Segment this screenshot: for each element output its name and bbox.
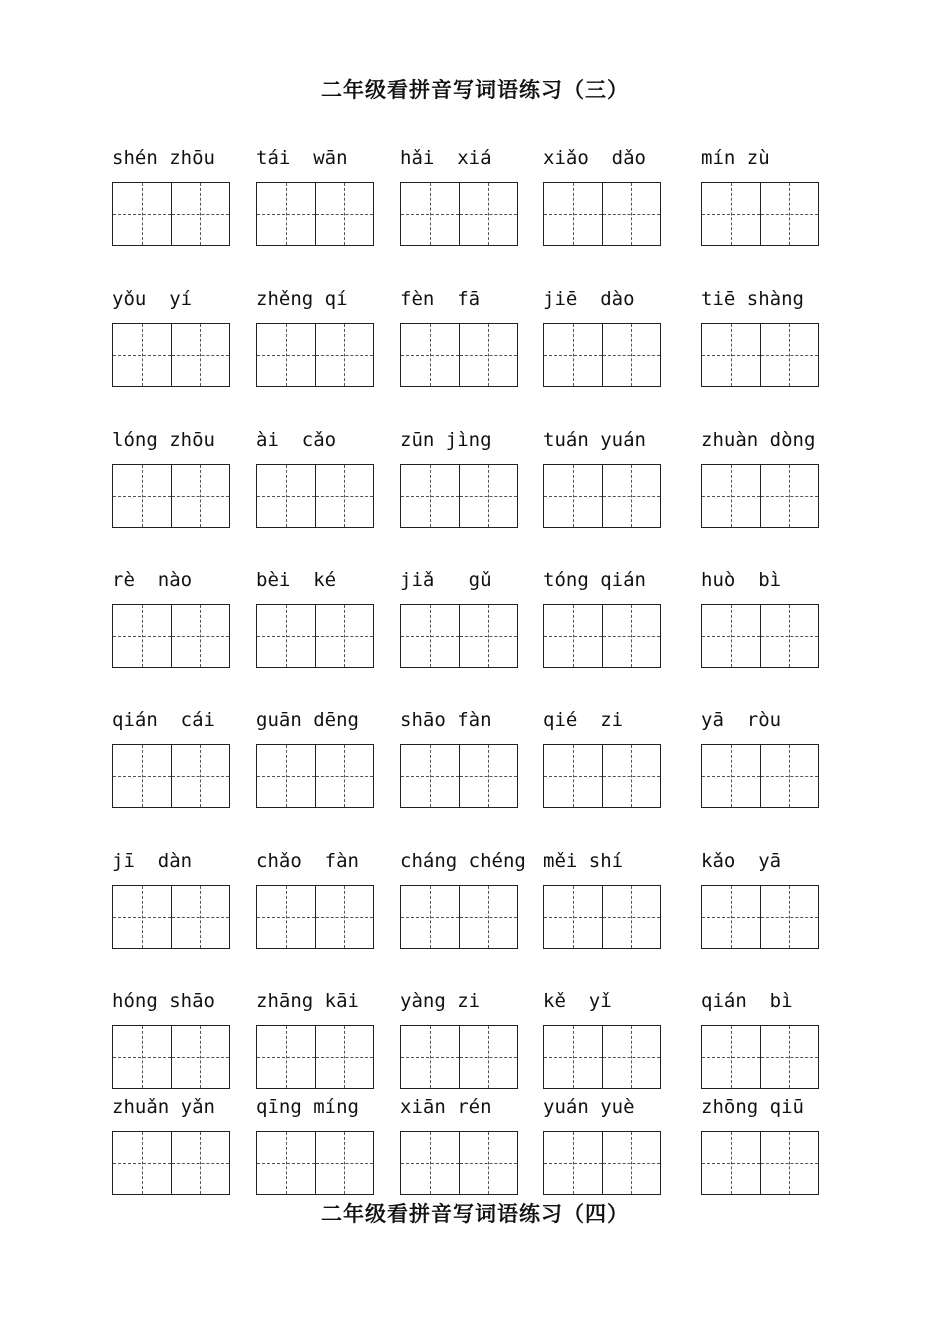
character-box[interactable]	[171, 183, 230, 245]
character-box[interactable]	[401, 745, 459, 807]
writing-grid	[701, 885, 819, 949]
guide-line-vertical	[430, 183, 431, 245]
pinyin-label: zūn jìng	[400, 429, 492, 451]
writing-grid	[256, 464, 374, 528]
character-box[interactable]	[113, 886, 171, 948]
character-box[interactable]	[113, 605, 171, 667]
guide-line-vertical	[631, 745, 632, 807]
guide-line-vertical	[631, 465, 632, 527]
guide-line-vertical	[573, 465, 574, 527]
pinyin-label: shén zhōu	[112, 147, 215, 169]
pinyin-label: kě yǐ	[543, 990, 612, 1012]
writing-grid	[112, 885, 230, 949]
guide-line-vertical	[430, 1026, 431, 1088]
guide-line-vertical	[142, 1026, 143, 1088]
character-box[interactable]	[257, 1026, 315, 1088]
guide-line-vertical	[430, 324, 431, 386]
character-box[interactable]	[459, 324, 518, 386]
character-box[interactable]	[760, 605, 819, 667]
character-box[interactable]	[171, 324, 230, 386]
character-box[interactable]	[315, 1026, 374, 1088]
character-box[interactable]	[602, 1132, 661, 1194]
next-worksheet-title: 二年级看拼音写词语练习（四）	[321, 1202, 629, 1226]
pinyin-label: zhāng kāi	[256, 990, 359, 1012]
character-box[interactable]	[171, 745, 230, 807]
guide-line-vertical	[344, 1026, 345, 1088]
guide-line-vertical	[430, 605, 431, 667]
character-box[interactable]	[257, 745, 315, 807]
character-box[interactable]	[602, 1026, 661, 1088]
writing-grid	[112, 464, 230, 528]
guide-line-vertical	[488, 324, 489, 386]
pinyin-label: tóng qián	[543, 569, 646, 591]
guide-line-vertical	[286, 605, 287, 667]
writing-grid	[400, 885, 518, 949]
guide-line-vertical	[731, 1026, 732, 1088]
character-box[interactable]	[760, 324, 819, 386]
pinyin-label: tuán yuán	[543, 429, 646, 451]
character-box[interactable]	[459, 183, 518, 245]
guide-line-vertical	[573, 745, 574, 807]
guide-line-vertical	[344, 745, 345, 807]
writing-grid	[256, 1025, 374, 1089]
pinyin-label: xiān rén	[400, 1096, 492, 1118]
writing-grid	[400, 604, 518, 668]
guide-line-vertical	[142, 183, 143, 245]
character-box[interactable]	[113, 1026, 171, 1088]
guide-line-vertical	[631, 886, 632, 948]
writing-grid	[543, 1131, 661, 1195]
guide-line-vertical	[789, 605, 790, 667]
character-box[interactable]	[702, 886, 760, 948]
guide-line-vertical	[286, 886, 287, 948]
pinyin-label: ài cǎo	[256, 429, 337, 451]
pinyin-label: huò bì	[701, 569, 782, 591]
guide-line-vertical	[344, 605, 345, 667]
pinyin-label: cháng chéng	[400, 850, 526, 872]
guide-line-vertical	[200, 1026, 201, 1088]
character-box[interactable]	[113, 465, 171, 527]
character-box[interactable]	[401, 605, 459, 667]
guide-line-vertical	[142, 886, 143, 948]
guide-line-vertical	[631, 1026, 632, 1088]
character-box[interactable]	[459, 745, 518, 807]
guide-line-vertical	[430, 465, 431, 527]
character-box[interactable]	[760, 745, 819, 807]
character-box[interactable]	[602, 183, 661, 245]
writing-grid	[112, 323, 230, 387]
writing-grid	[701, 464, 819, 528]
guide-line-vertical	[631, 605, 632, 667]
guide-line-vertical	[488, 465, 489, 527]
pinyin-label: bèi ké	[256, 569, 337, 591]
character-box[interactable]	[544, 886, 602, 948]
pinyin-label: qié zi	[543, 709, 624, 731]
character-box[interactable]	[315, 183, 374, 245]
character-box[interactable]	[702, 605, 760, 667]
character-box[interactable]	[113, 1132, 171, 1194]
pinyin-label: zhuǎn yǎn	[112, 1096, 215, 1118]
pinyin-label: tái wān	[256, 147, 348, 169]
writing-grid	[256, 182, 374, 246]
writing-grid	[400, 744, 518, 808]
guide-line-vertical	[789, 886, 790, 948]
guide-line-vertical	[789, 1026, 790, 1088]
guide-line-vertical	[142, 465, 143, 527]
pinyin-label: fèn fā	[400, 288, 481, 310]
guide-line-vertical	[344, 1132, 345, 1194]
writing-grid	[400, 182, 518, 246]
guide-line-vertical	[430, 886, 431, 948]
guide-line-vertical	[488, 605, 489, 667]
character-box[interactable]	[760, 1132, 819, 1194]
character-box[interactable]	[760, 183, 819, 245]
character-box[interactable]	[257, 465, 315, 527]
writing-grid	[701, 1131, 819, 1195]
guide-line-vertical	[142, 605, 143, 667]
pinyin-label: zhuàn dòng	[701, 429, 816, 451]
writing-grid	[256, 323, 374, 387]
pinyin-label: qián bì	[701, 990, 793, 1012]
guide-line-vertical	[488, 183, 489, 245]
character-box[interactable]	[171, 465, 230, 527]
character-box[interactable]	[602, 745, 661, 807]
pinyin-label: guān dēng	[256, 709, 359, 731]
pinyin-label: kǎo yā	[701, 850, 782, 872]
writing-grid	[400, 323, 518, 387]
pinyin-label: chǎo fàn	[256, 850, 359, 872]
guide-line-vertical	[488, 1132, 489, 1194]
character-box[interactable]	[257, 605, 315, 667]
character-box[interactable]	[702, 183, 760, 245]
guide-line-vertical	[286, 745, 287, 807]
character-box[interactable]	[459, 605, 518, 667]
guide-line-vertical	[573, 1132, 574, 1194]
pinyin-label: tiē shàng	[701, 288, 804, 310]
guide-line-vertical	[789, 465, 790, 527]
guide-line-vertical	[631, 183, 632, 245]
guide-line-vertical	[731, 465, 732, 527]
guide-line-vertical	[573, 183, 574, 245]
guide-line-vertical	[789, 183, 790, 245]
writing-grid	[543, 182, 661, 246]
guide-line-vertical	[731, 324, 732, 386]
pinyin-label: hǎi xiá	[400, 147, 492, 169]
character-box[interactable]	[459, 465, 518, 527]
guide-line-vertical	[344, 465, 345, 527]
pinyin-label: mín zù	[701, 147, 770, 169]
character-box[interactable]	[459, 886, 518, 948]
guide-line-vertical	[731, 605, 732, 667]
character-box[interactable]	[602, 465, 661, 527]
writing-grid	[400, 1131, 518, 1195]
guide-line-vertical	[286, 183, 287, 245]
character-box[interactable]	[257, 183, 315, 245]
guide-line-vertical	[573, 1026, 574, 1088]
character-box[interactable]	[544, 324, 602, 386]
writing-grid	[112, 1131, 230, 1195]
character-box[interactable]	[702, 1026, 760, 1088]
character-box[interactable]	[401, 1026, 459, 1088]
writing-grid	[543, 1025, 661, 1089]
pinyin-label: zhěng qí	[256, 288, 348, 310]
character-box[interactable]	[315, 605, 374, 667]
writing-grid	[701, 1025, 819, 1089]
character-box[interactable]	[544, 1026, 602, 1088]
guide-line-vertical	[142, 745, 143, 807]
pinyin-label: qián cái	[112, 709, 215, 731]
guide-line-vertical	[488, 1026, 489, 1088]
character-box[interactable]	[401, 465, 459, 527]
guide-line-vertical	[200, 324, 201, 386]
writing-grid	[543, 323, 661, 387]
guide-line-vertical	[200, 183, 201, 245]
character-box[interactable]	[315, 745, 374, 807]
character-box[interactable]	[315, 886, 374, 948]
guide-line-vertical	[200, 1132, 201, 1194]
character-box[interactable]	[401, 183, 459, 245]
guide-line-vertical	[286, 324, 287, 386]
writing-grid	[112, 1025, 230, 1089]
character-box[interactable]	[544, 1132, 602, 1194]
guide-line-vertical	[573, 324, 574, 386]
pinyin-label: yàng zi	[400, 990, 481, 1012]
writing-grid	[543, 464, 661, 528]
character-box[interactable]	[171, 1026, 230, 1088]
character-box[interactable]	[401, 1132, 459, 1194]
guide-line-vertical	[488, 745, 489, 807]
character-box[interactable]	[113, 324, 171, 386]
guide-line-vertical	[631, 1132, 632, 1194]
writing-grid	[256, 744, 374, 808]
guide-line-vertical	[731, 886, 732, 948]
guide-line-vertical	[731, 183, 732, 245]
pinyin-label: rè nào	[112, 569, 193, 591]
character-box[interactable]	[544, 465, 602, 527]
guide-line-vertical	[142, 1132, 143, 1194]
guide-line-vertical	[344, 886, 345, 948]
guide-line-vertical	[789, 745, 790, 807]
guide-line-vertical	[488, 886, 489, 948]
pinyin-label: yuán yuè	[543, 1096, 635, 1118]
guide-line-vertical	[286, 1026, 287, 1088]
character-box[interactable]	[113, 183, 171, 245]
character-box[interactable]	[760, 886, 819, 948]
character-box[interactable]	[171, 1132, 230, 1194]
guide-line-vertical	[573, 605, 574, 667]
character-box[interactable]	[315, 324, 374, 386]
writing-grid	[256, 604, 374, 668]
pinyin-label: yā ròu	[701, 709, 782, 731]
pinyin-label: qīng míng	[256, 1096, 359, 1118]
character-box[interactable]	[257, 1132, 315, 1194]
character-box[interactable]	[602, 886, 661, 948]
character-box[interactable]	[702, 465, 760, 527]
writing-grid	[701, 182, 819, 246]
guide-line-vertical	[731, 1132, 732, 1194]
writing-grid	[543, 604, 661, 668]
guide-line-vertical	[789, 324, 790, 386]
writing-grid	[256, 1131, 374, 1195]
pinyin-label: xiǎo dǎo	[543, 147, 646, 169]
writing-grid	[400, 464, 518, 528]
guide-line-vertical	[200, 605, 201, 667]
character-box[interactable]	[544, 183, 602, 245]
character-box[interactable]	[702, 1132, 760, 1194]
pinyin-label: jī dàn	[112, 850, 193, 872]
guide-line-vertical	[200, 745, 201, 807]
character-box[interactable]	[702, 745, 760, 807]
writing-grid	[112, 604, 230, 668]
guide-line-vertical	[430, 745, 431, 807]
guide-line-vertical	[344, 324, 345, 386]
character-box[interactable]	[315, 1132, 374, 1194]
character-box[interactable]	[113, 745, 171, 807]
guide-line-vertical	[731, 745, 732, 807]
character-box[interactable]	[257, 324, 315, 386]
pinyin-label: hóng shāo	[112, 990, 215, 1012]
character-box[interactable]	[602, 605, 661, 667]
character-box[interactable]	[257, 886, 315, 948]
pinyin-label: měi shí	[543, 850, 624, 872]
character-box[interactable]	[401, 886, 459, 948]
pinyin-label: lóng zhōu	[112, 429, 215, 451]
guide-line-vertical	[200, 886, 201, 948]
writing-grid	[543, 885, 661, 949]
pinyin-label: zhōng qiū	[701, 1096, 804, 1118]
writing-grid	[112, 182, 230, 246]
guide-line-vertical	[344, 183, 345, 245]
guide-line-vertical	[789, 1132, 790, 1194]
character-box[interactable]	[459, 1026, 518, 1088]
worksheet-title: 二年级看拼音写词语练习（三）	[321, 78, 629, 102]
character-box[interactable]	[171, 605, 230, 667]
character-box[interactable]	[760, 465, 819, 527]
character-box[interactable]	[544, 745, 602, 807]
character-box[interactable]	[315, 465, 374, 527]
pinyin-label: yǒu yí	[112, 288, 193, 310]
writing-grid	[701, 604, 819, 668]
character-box[interactable]	[459, 1132, 518, 1194]
character-box[interactable]	[544, 605, 602, 667]
guide-line-vertical	[430, 1132, 431, 1194]
character-box[interactable]	[602, 324, 661, 386]
guide-line-vertical	[142, 324, 143, 386]
writing-grid	[543, 744, 661, 808]
guide-line-vertical	[200, 465, 201, 527]
guide-line-vertical	[286, 465, 287, 527]
character-box[interactable]	[171, 886, 230, 948]
pinyin-label: jiē dào	[543, 288, 635, 310]
writing-grid	[400, 1025, 518, 1089]
writing-grid	[112, 744, 230, 808]
writing-grid	[701, 323, 819, 387]
pinyin-label: jiǎ gǔ	[400, 569, 492, 591]
character-box[interactable]	[401, 324, 459, 386]
guide-line-vertical	[631, 324, 632, 386]
character-box[interactable]	[702, 324, 760, 386]
writing-grid	[256, 885, 374, 949]
character-box[interactable]	[760, 1026, 819, 1088]
guide-line-vertical	[286, 1132, 287, 1194]
pinyin-label: shāo fàn	[400, 709, 492, 731]
guide-line-vertical	[573, 886, 574, 948]
writing-grid	[701, 744, 819, 808]
